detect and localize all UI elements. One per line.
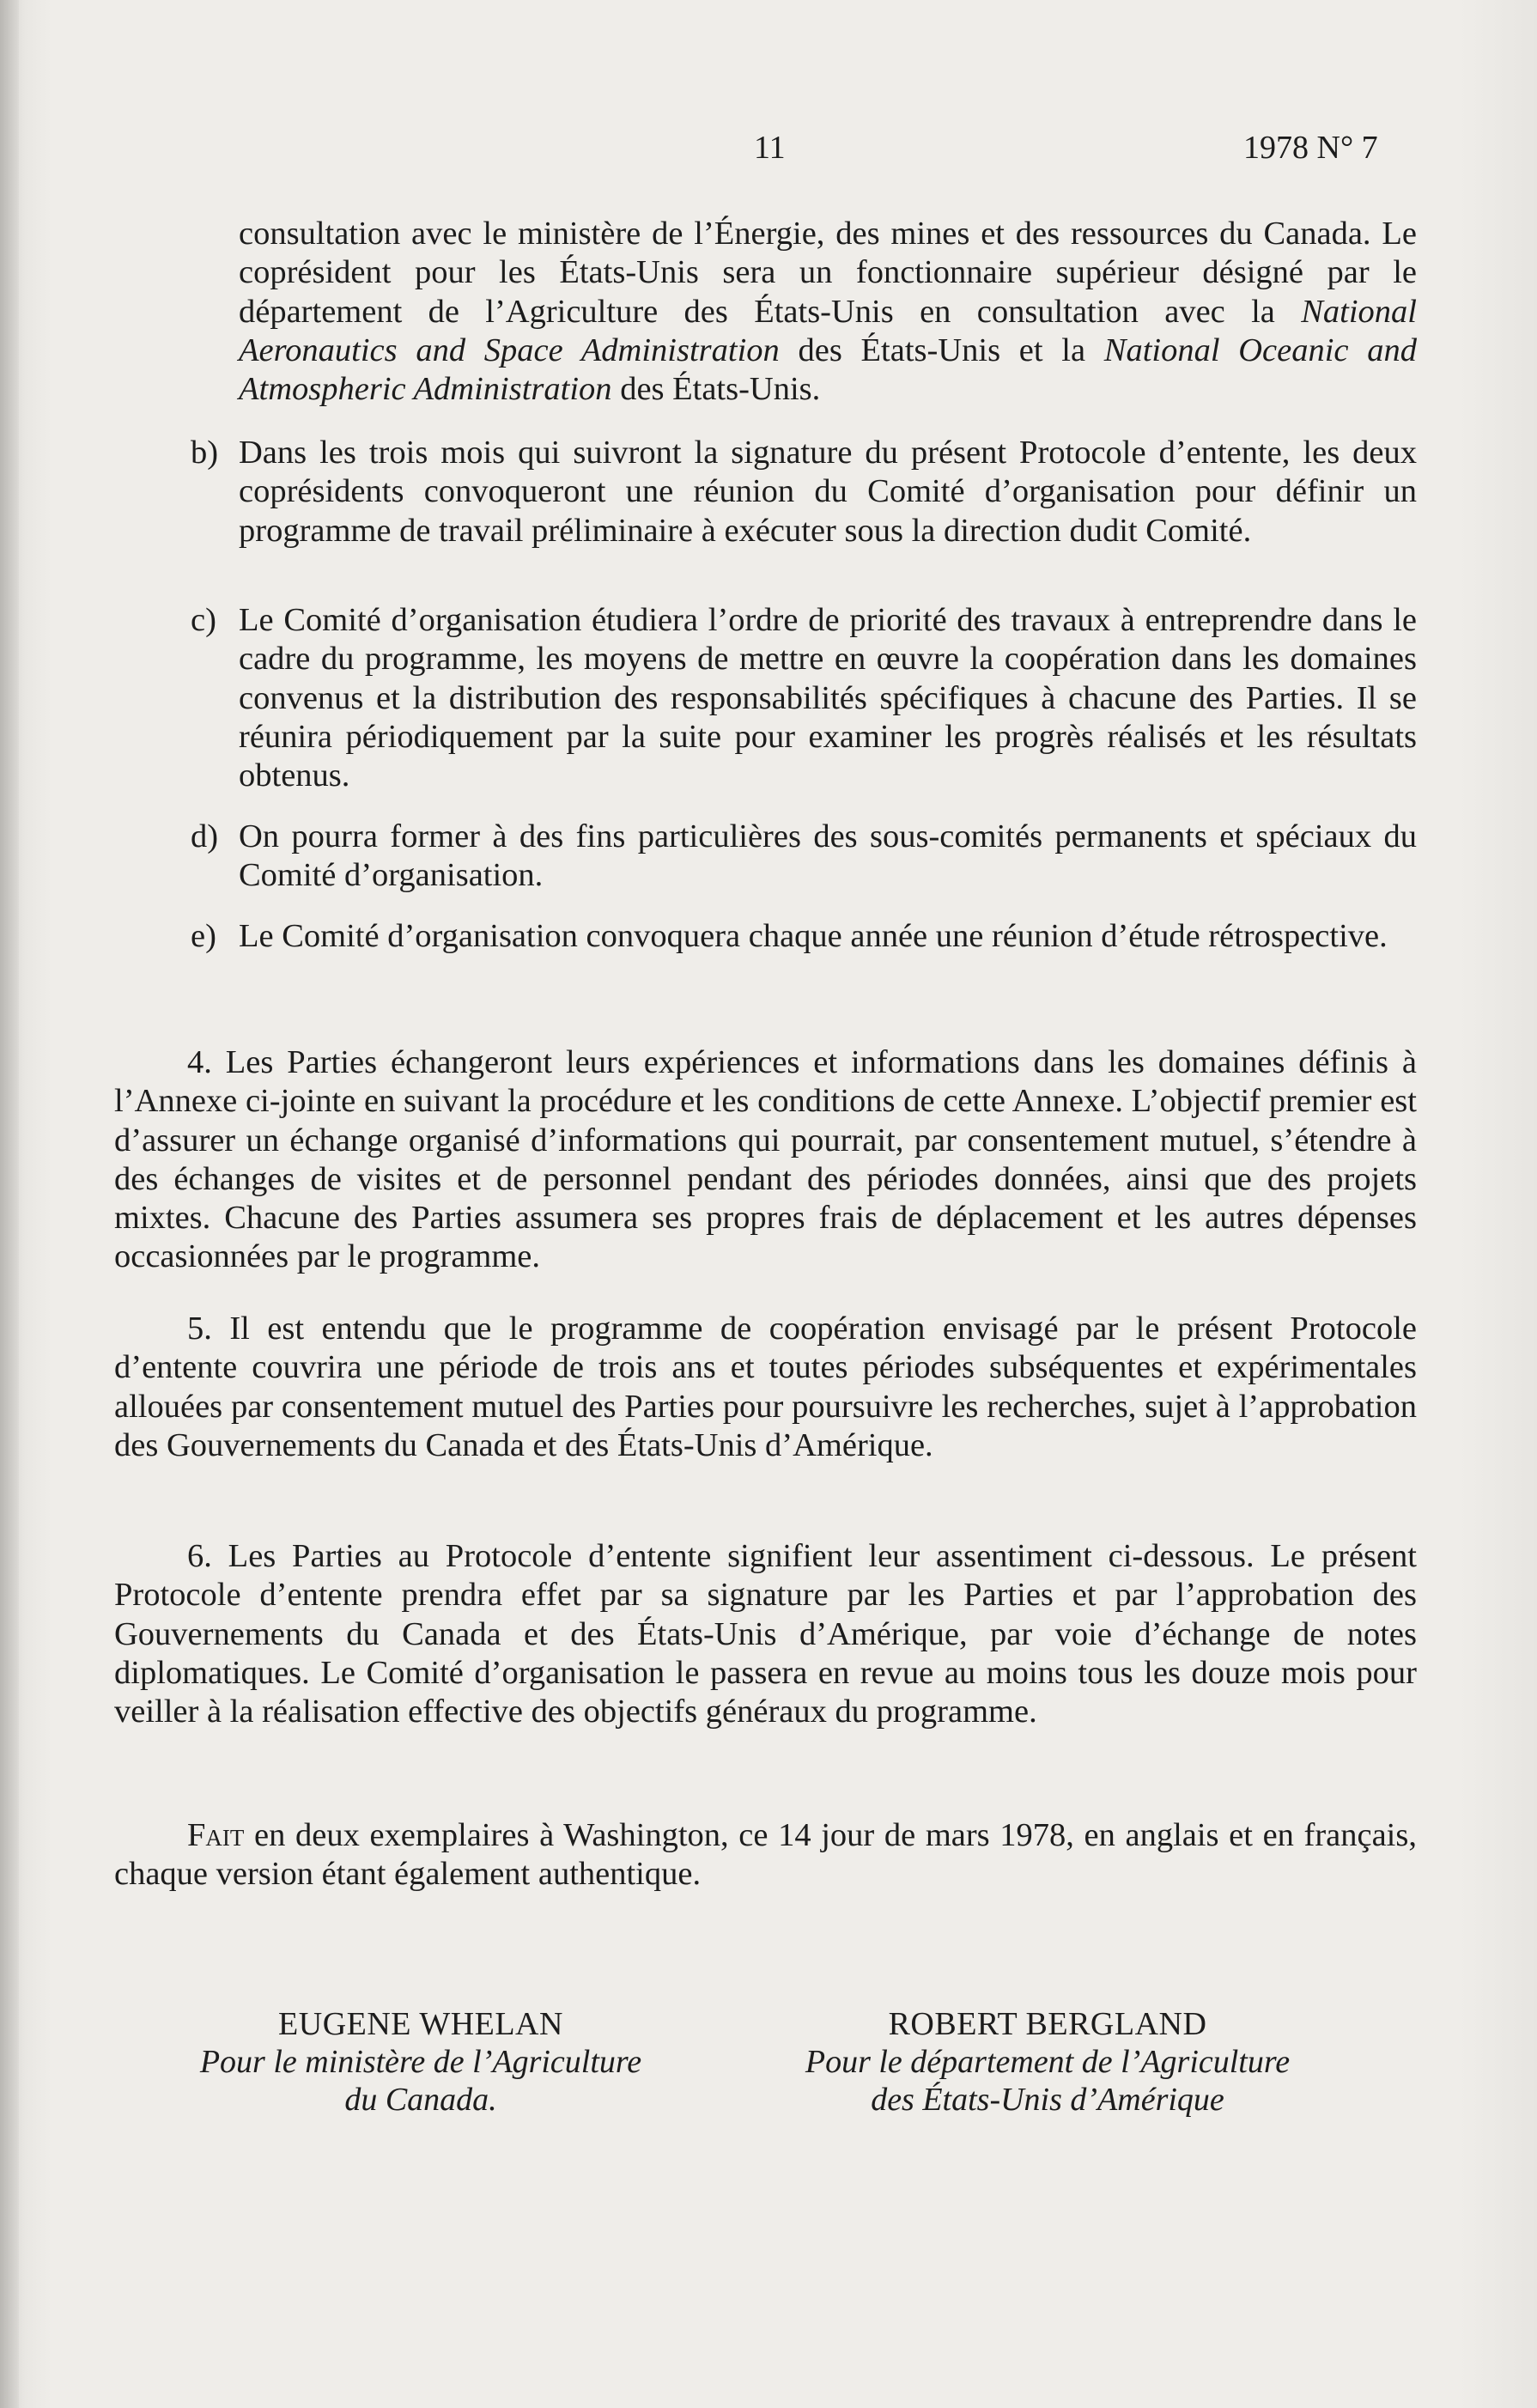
item-label-b: b)	[191, 435, 219, 471]
item-e-text: Le Comité d’organisation convoquera chaque année une réunion d’étude rétrospective.	[239, 918, 1388, 954]
page-header	[0, 129, 1537, 180]
done-at-text: en deux exemplaires à Washington, ce 14 jour de mars 1978, en anglais et en français, chaque version étant également authentique.	[114, 1817, 1417, 1893]
done-at-lead: Fait	[187, 1817, 245, 1853]
paragraph-6: 6. Les Parties au Protocole d’entente signifient leur assentiment ci-dessous. Le présent Protocole d’entente prendra effet par sa signature par les Parties et par l’approbation des Gouvernements du Canada et des États-Unis d’Amérique, par voie d’échange de notes diplomatiques. Le Comité d’organisation le passera en revue au moins tous les douze mois pour veiller à la réalisation effective des objectifs généraux du programme.	[114, 1538, 1417, 1730]
done-at-paragraph	[114, 1816, 1417, 1894]
paragraph-4: 4. Les Parties échangeront leurs expériences et informations dans les domaines définis à l’Annexe ci-jointe en suivant la procédure et les conditions de cette Annexe. L’objectif premier est d’assurer un échange organisé d’informations qui pourrait, par consentement mutuel, s’étendre à des échanges de visites et de personnel pendant des périodes données, ainsi que des projets mixtes. Chacune des Parties assumera ses propres frais de déplacement et les autres dépenses occasionnées par le programme.	[114, 1044, 1417, 1275]
continuation-text-2: des États-Unis et la	[779, 331, 1104, 368]
page-spine-shadow	[0, 0, 19, 2408]
paragraph-5: 5. Il est entendu que le programme de coopération envisagé par le présent Protocole d’entente couvrira une période de trois ans et toutes périodes subséquentes et expérimentales allouées par consentement mutuel des Parties pour poursuivre les recherches, sujet à l’approbation des Gouvernements du Canada et des États-Unis d’Amérique.	[114, 1310, 1417, 1463]
document-number: 1978 N° 7	[1243, 130, 1378, 166]
signatory-name: ROBERT BERGLAND	[888, 2006, 1207, 2042]
signatory-role-line-1: Pour le ministère de l’Agriculture	[199, 2044, 642, 2080]
item-b-text: Dans les trois mois qui suivront la signature du présent Protocole d’entente, les deux coprésidents convoqueront une réunion du Comité d’organisation pour définir un programme de travail préliminaire à exécuter sous la direction dudit Comité.	[239, 435, 1417, 549]
signature-united-states	[756, 2005, 1340, 2119]
item-c-text: Le Comité d’organisation étudiera l’ordre de priorité des travaux à entreprendre dans le cadre du programme, les moyens de mettre en œuvre la coopération dans les domaines convenus et la distribution des responsabilités spécifiques à chacune des Parties. Il se réunira périodiquement par la suite pour examiner les progrès réalisés et les résultats obtenus.	[239, 602, 1417, 794]
continuation-text-1: consultation avec le ministère de l’Énergie, des mines et des ressources du Canada. Le coprésident pour les États-Unis sera un fonctionnaire supérieur désigné par le département de l’Agriculture des États-Unis en consultation avec la	[239, 216, 1417, 330]
signatory-name: EUGENE WHELAN	[278, 2006, 563, 2042]
page-number: 11	[754, 130, 786, 166]
continuation-paragraph	[239, 215, 1417, 409]
item-label-e: e)	[191, 918, 216, 954]
signature-canada	[146, 2005, 696, 2119]
signatory-role-line-2: des États-Unis d’Amérique	[871, 2082, 1224, 2118]
item-label-c: c)	[191, 602, 216, 638]
signatory-role-line-2: du Canada.	[344, 2082, 497, 2118]
noaa-name: National Oceanic and Atmospheric Administration	[239, 331, 1417, 408]
nasa-name: National Aeronautics and Space Administration	[239, 293, 1417, 368]
signatory-role-line-1: Pour le département de l’Agriculture	[805, 2044, 1291, 2080]
item-d-text: On pourra former à des fins particulières des sous-comités permanents et spéciaux du Comité d’organisation.	[239, 818, 1417, 894]
continuation-text-3: des États-Unis.	[611, 371, 821, 408]
item-label-d: d)	[191, 818, 219, 854]
